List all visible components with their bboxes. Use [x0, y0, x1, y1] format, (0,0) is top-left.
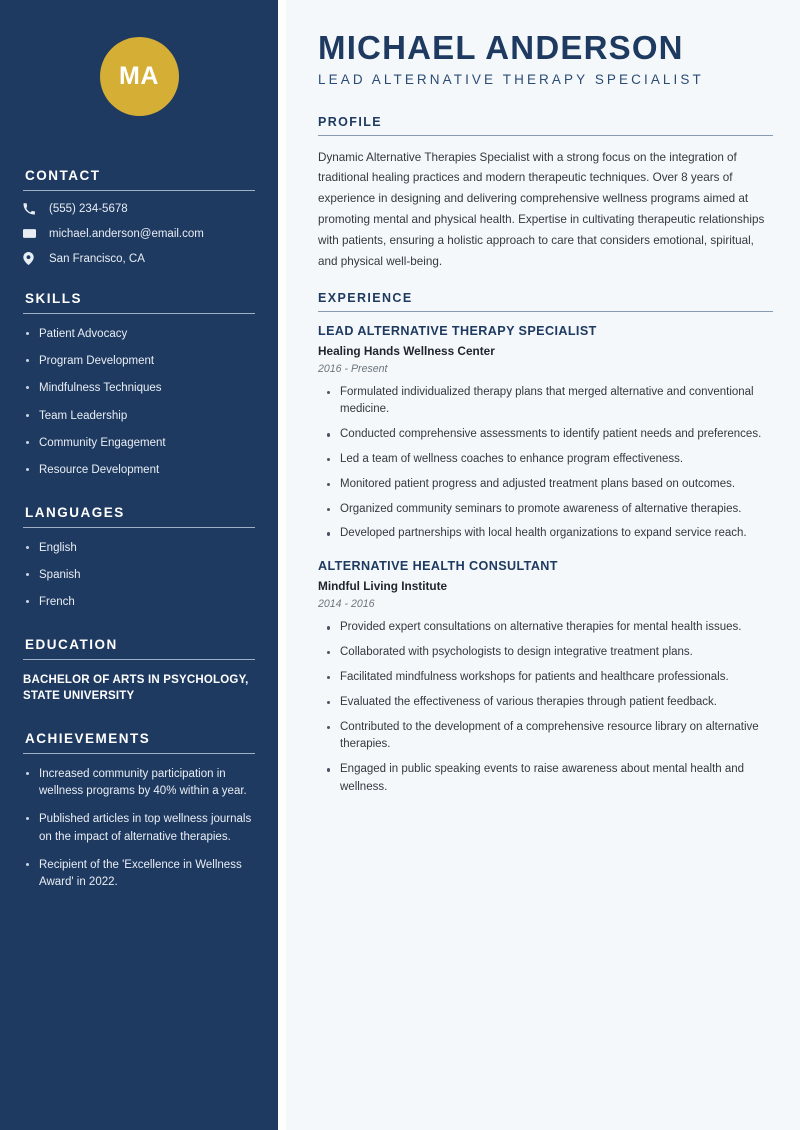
experience-entry: [318, 324, 773, 544]
list-item: French: [23, 594, 255, 611]
languages-list: [23, 540, 255, 611]
job-company: Mindful Living Institute: [318, 579, 448, 594]
list-item: Monitored patient progress and adjusted treatment plans based on outcomes.: [318, 476, 773, 494]
main-content: [286, 0, 800, 1130]
page-title: MICHAEL ANDERSON: [318, 29, 684, 66]
achievements-divider: [23, 753, 255, 754]
headline-job-title: LEAD ALTERNATIVE THERAPY SPECIALIST: [318, 71, 704, 87]
phone-icon: [23, 203, 41, 215]
profile-divider: [318, 135, 773, 136]
contact-row-location[interactable]: [23, 252, 255, 265]
job-role: LEAD ALTERNATIVE THERAPY SPECIALIST: [318, 323, 597, 338]
contact-row-phone[interactable]: [23, 203, 255, 215]
achievements-section: [23, 731, 255, 892]
job-dates: 2014 - 2016: [318, 598, 375, 611]
education-section: [23, 637, 255, 705]
list-item: Resource Development: [23, 462, 255, 479]
list-item: Community Engagement: [23, 435, 255, 452]
languages-heading: LANGUAGES: [25, 504, 125, 520]
sidebar: [0, 0, 278, 1130]
list-item: Formulated individualized therapy plans that merged alternative and conventional medicine.: [318, 384, 773, 420]
avatar-wrapper: [23, 0, 255, 126]
job-bullets: [318, 384, 773, 544]
experience-divider: [318, 311, 773, 312]
list-item: Increased community participation in wellness programs by 40% within a year.: [23, 766, 255, 801]
list-item: Engaged in public speaking events to raise awareness about mental health and wellness.: [318, 761, 773, 797]
list-item: Contributed to the development of a comprehensive resource library on alternative therapies.: [318, 719, 773, 755]
list-item: Published articles in top wellness journals on the impact of alternative therapies.: [23, 811, 255, 846]
job-role: ALTERNATIVE HEALTH CONSULTANT: [318, 559, 558, 574]
list-item: Developed partnerships with local health organizations to expand service reach.: [318, 525, 773, 543]
experience-entry: [318, 559, 773, 797]
list-item: Evaluated the effectiveness of various therapies through patient feedback.: [318, 694, 773, 712]
envelope-icon: [23, 227, 41, 240]
achievements-list: [23, 766, 255, 892]
experience-section: [318, 291, 773, 797]
location-pin-icon: [23, 252, 41, 265]
list-item: Spanish: [23, 567, 255, 584]
email-value: michael.anderson@email.com: [49, 227, 204, 240]
list-item: Organized community seminars to promote awareness of alternative therapies.: [318, 501, 773, 519]
education-heading: EDUCATION: [25, 636, 118, 652]
skills-section: [23, 291, 255, 479]
list-item: Collaborated with psychologists to design integrative treatment plans.: [318, 644, 773, 662]
experience-heading: EXPERIENCE: [318, 290, 413, 305]
skills-divider: [23, 313, 255, 314]
list-item: Patient Advocacy: [23, 326, 255, 343]
contact-row-email[interactable]: [23, 227, 255, 240]
job-dates: 2016 - Present: [318, 362, 388, 375]
contact-section: [23, 168, 255, 265]
achievements-heading: ACHIEVEMENTS: [25, 730, 151, 746]
location-value: San Francisco, CA: [49, 252, 145, 265]
list-item: Mindfulness Techniques: [23, 380, 255, 397]
skills-list: [23, 326, 255, 479]
contact-heading: CONTACT: [25, 168, 101, 183]
skills-heading: SKILLS: [25, 291, 83, 306]
education-divider: [23, 659, 255, 660]
list-item: Recipient of the 'Excellence in Wellness Award' in 2022.: [23, 857, 255, 892]
contact-divider: [23, 190, 255, 191]
languages-divider: [23, 527, 255, 528]
column-divider: [278, 0, 286, 1130]
list-item: Provided expert consultations on alternative therapies for mental health issues.: [318, 619, 773, 637]
phone-value: (555) 234-5678: [49, 203, 128, 215]
avatar: MA: [100, 37, 179, 116]
profile-heading: PROFILE: [318, 114, 382, 129]
list-item: Program Development: [23, 353, 255, 370]
job-bullets: [318, 619, 773, 797]
languages-section: [23, 505, 255, 611]
list-item: Team Leadership: [23, 408, 255, 425]
list-item: Conducted comprehensive assessments to identify patient needs and preferences.: [318, 426, 773, 444]
profile-section: [318, 115, 773, 273]
list-item: English: [23, 540, 255, 557]
job-company: Healing Hands Wellness Center: [318, 343, 495, 358]
list-item: Facilitated mindfulness workshops for patients and healthcare professionals.: [318, 669, 773, 687]
profile-text: Dynamic Alternative Therapies Specialist with a strong focus on the integration of traditional healing practices and modern therapeutic techniques. Over 8 years of experience in designing and delivering comprehensive wellness programs aimed at promoting mental and physical health. Expertise in cultivating therapeutic relationships with patients, ensuring a holistic approach to care that considers emotional, spiritual, and physical well-being.: [318, 150, 765, 268]
education-entry: BACHELOR OF ARTS IN PSYCHOLOGY, STATE UNIVERSITY: [23, 673, 249, 703]
list-item: Led a team of wellness coaches to enhance program effectiveness.: [318, 451, 773, 469]
